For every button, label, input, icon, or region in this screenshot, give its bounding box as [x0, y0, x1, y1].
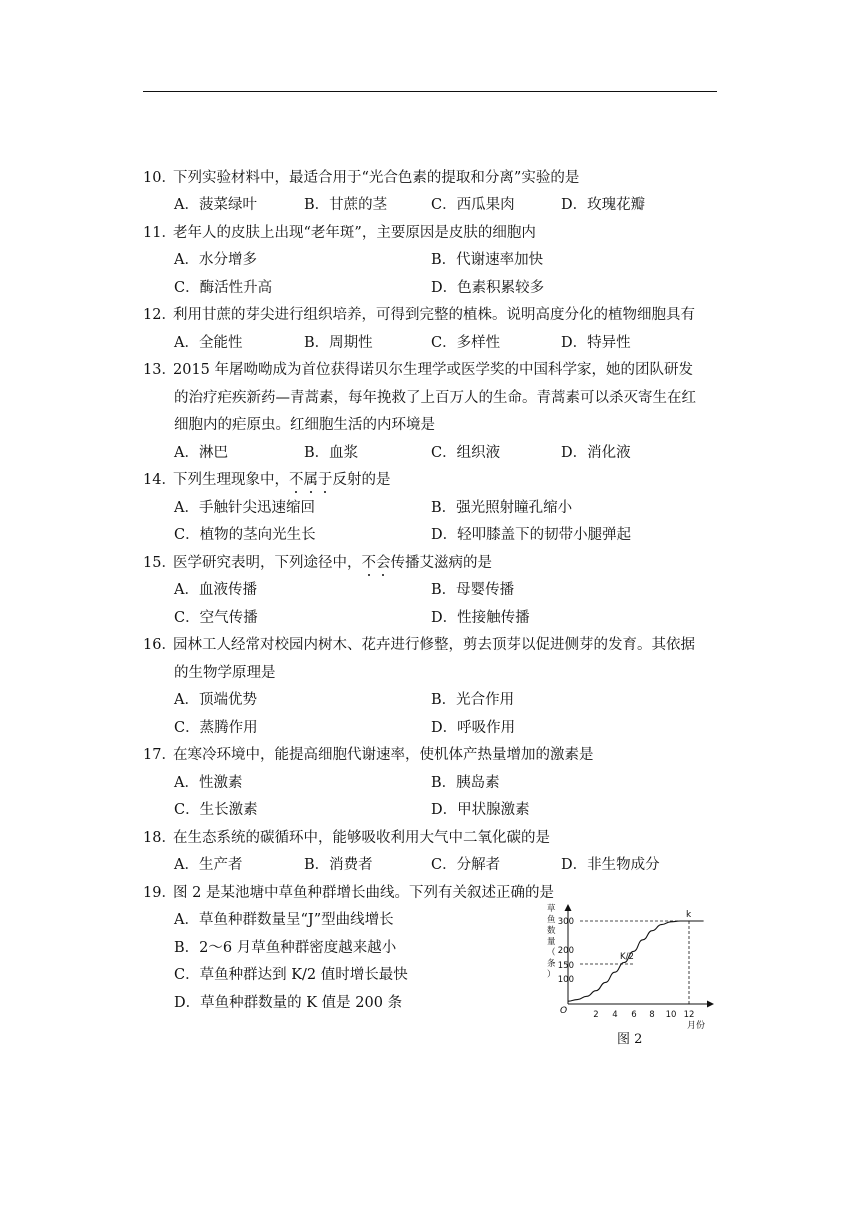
option-a[interactable]: A．生产者	[174, 857, 243, 873]
question-stem-line-1: 园林工人经常对校园内树木、花卉进行修整，剪去顶芽以促进侧芽的发育。其依据	[173, 637, 695, 653]
figure-2	[540, 900, 720, 1054]
question-11	[143, 221, 723, 242]
emphasis-char: 属	[303, 472, 318, 488]
growth-curve	[568, 921, 704, 1001]
x-axis-label: 月份	[687, 1021, 706, 1031]
origin-label: O	[560, 1006, 568, 1016]
option-d[interactable]: D．非生物成分	[561, 857, 660, 873]
y-axis-label-char: 数	[547, 926, 556, 936]
y-axis-label-char: 鱼	[547, 915, 556, 925]
emphasis-char: 不	[289, 472, 304, 488]
option-a[interactable]: A．顶端优势	[174, 692, 257, 708]
option-b[interactable]: B．胰岛素	[431, 775, 500, 791]
question-stem: 在寒冷环境中，能提高细胞代谢速率，使机体产热量增加的激素是	[173, 747, 594, 763]
option-d[interactable]: D．消化液	[561, 445, 631, 461]
header-rule	[143, 91, 717, 92]
question-15	[143, 551, 723, 572]
option-a[interactable]: A．性激素	[174, 775, 243, 791]
option-a[interactable]: A．淋巴	[174, 445, 228, 461]
question-stem-line-3: 细胞内的疟原虫。红细胞生活的内环境是	[174, 417, 435, 433]
question-14	[143, 468, 723, 489]
question-number: 17．	[143, 747, 176, 763]
y-axis-label-char: （	[547, 948, 556, 958]
question-stem: 下列实验材料中，最适合用于“光合色素的提取和分离”实验的是	[173, 170, 580, 186]
option-d[interactable]: D．玫瑰花瓣	[561, 197, 646, 213]
option-b[interactable]: B．周期性	[304, 335, 373, 351]
y-tick-label: 300	[557, 917, 574, 927]
question-stem-line-2: 的生物学原理是	[174, 665, 276, 681]
option-b[interactable]: B．甘蔗的茎	[304, 197, 388, 213]
figure-caption: 图 2	[617, 1032, 643, 1047]
option-c[interactable]: C．空气传播	[174, 610, 258, 626]
x-tick-label: 4	[612, 1010, 618, 1020]
question-number: 12．	[143, 307, 176, 323]
k-label: k	[686, 910, 692, 920]
question-number: 15．	[143, 555, 176, 571]
option-c[interactable]: C．生长激素	[174, 802, 258, 818]
y-axis-label-char: 条	[547, 959, 556, 969]
option-a[interactable]: A．草鱼种群数量呈“J”型曲线增长	[174, 912, 394, 928]
option-b[interactable]: B．代谢速率加快	[431, 252, 544, 268]
question-18	[143, 826, 723, 847]
option-b[interactable]: B．强光照射瞳孔缩小	[431, 500, 573, 516]
x-tick-label: 2	[593, 1010, 599, 1020]
question-number: 18．	[143, 830, 176, 846]
question-number: 19．	[143, 885, 176, 901]
y-axis-label-char: 量	[547, 937, 556, 947]
emphasis-char: 会	[376, 555, 391, 571]
option-a[interactable]: A．水分增多	[174, 252, 257, 268]
x-tick-label: 12	[683, 1010, 695, 1020]
option-c[interactable]: C．草鱼种群达到 K/2 值时增长最快	[174, 967, 408, 983]
question-19	[143, 881, 723, 902]
option-d[interactable]: D．呼吸作用	[431, 720, 516, 736]
y-tick-label: 200	[557, 946, 574, 956]
option-b[interactable]: B．血浆	[304, 445, 359, 461]
option-d[interactable]: D．性接触传播	[431, 610, 530, 626]
y-tick-label: 100	[557, 975, 574, 985]
option-a[interactable]: A．手触针尖迅速缩回	[174, 500, 315, 516]
option-d[interactable]: D．特异性	[561, 335, 631, 351]
question-number: 14．	[143, 472, 176, 488]
y-tick-label: 150	[557, 961, 574, 971]
option-c[interactable]: C．分解者	[431, 857, 501, 873]
option-d[interactable]: D．草鱼种群数量的 K 值是 200 条	[174, 995, 403, 1011]
option-d[interactable]: D．甲状腺激素	[431, 802, 530, 818]
question-stem: 图 2 是某池塘中草鱼种群增长曲线。下列有关叙述正确的是	[173, 885, 554, 901]
option-c[interactable]: C．组织液	[431, 445, 501, 461]
option-d[interactable]: D．轻叩膝盖下的韧带小腿弹起	[431, 527, 632, 543]
question-stem-prefix: 医学研究表明，下列途径中，	[173, 555, 362, 571]
x-tick-label: 10	[665, 1010, 677, 1020]
option-c[interactable]: C．西瓜果肉	[431, 197, 515, 213]
question-number: 11．	[143, 225, 176, 241]
option-d[interactable]: D．色素积累较多	[431, 280, 545, 296]
emphasis-char: 于	[318, 472, 333, 488]
half-k-label: K/2	[620, 952, 634, 962]
question-stem: 老年人的皮肤上出现“老年斑”，主要原因是皮肤的细胞内	[173, 225, 536, 241]
option-b[interactable]: B．母婴传播	[431, 582, 515, 598]
question-17	[143, 743, 723, 764]
option-c[interactable]: C．酶活性升高	[174, 280, 273, 296]
x-tick-label: 8	[649, 1010, 655, 1020]
question-stem-prefix: 下列生理现象中，	[173, 472, 289, 488]
question-stem: 在生态系统的碳循环中，能够吸收利用大气中二氧化碳的是	[173, 830, 550, 846]
question-stem: 利用甘蔗的芽尖进行组织培养，可得到完整的植株。说明高度分化的植物细胞具有	[173, 307, 695, 323]
question-number: 16．	[143, 637, 176, 653]
option-c[interactable]: C．多样性	[431, 335, 501, 351]
option-b[interactable]: B．光合作用	[431, 692, 515, 708]
option-a[interactable]: A．全能性	[174, 335, 243, 351]
question-stem-line-2: 的治疗疟疾新药—青蒿素，每年挽救了上百万人的生命。青蒿素可以杀灭寄生在红	[174, 390, 696, 406]
x-tick-label: 6	[631, 1010, 637, 1020]
question-number: 10．	[143, 170, 176, 186]
emphasis-char: 不	[361, 555, 376, 571]
question-13	[143, 358, 723, 379]
question-12	[143, 303, 723, 324]
option-c[interactable]: C．植物的茎向光生长	[174, 527, 316, 543]
question-stem-line-1: 2015 年屠呦呦成为首位获得诺贝尔生理学或医学奖的中国科学家，她的团队研发	[173, 362, 694, 378]
question-stem-suffix: 传播艾滋病的是	[390, 555, 492, 571]
y-axis-label-char: 草	[547, 904, 556, 914]
option-a[interactable]: A．菠菜绿叶	[174, 197, 257, 213]
question-stem-suffix: 反射的是	[332, 472, 391, 488]
option-a[interactable]: A．血液传播	[174, 582, 257, 598]
question-number: 13．	[143, 362, 176, 378]
question-16	[143, 633, 723, 654]
option-b[interactable]: B．2～6 月草鱼种群密度越来越小	[174, 940, 397, 956]
option-b[interactable]: B．消费者	[304, 857, 373, 873]
y-axis-label-char: ）	[547, 970, 556, 980]
option-c[interactable]: C．蒸腾作用	[174, 720, 258, 736]
question-10	[143, 166, 723, 187]
